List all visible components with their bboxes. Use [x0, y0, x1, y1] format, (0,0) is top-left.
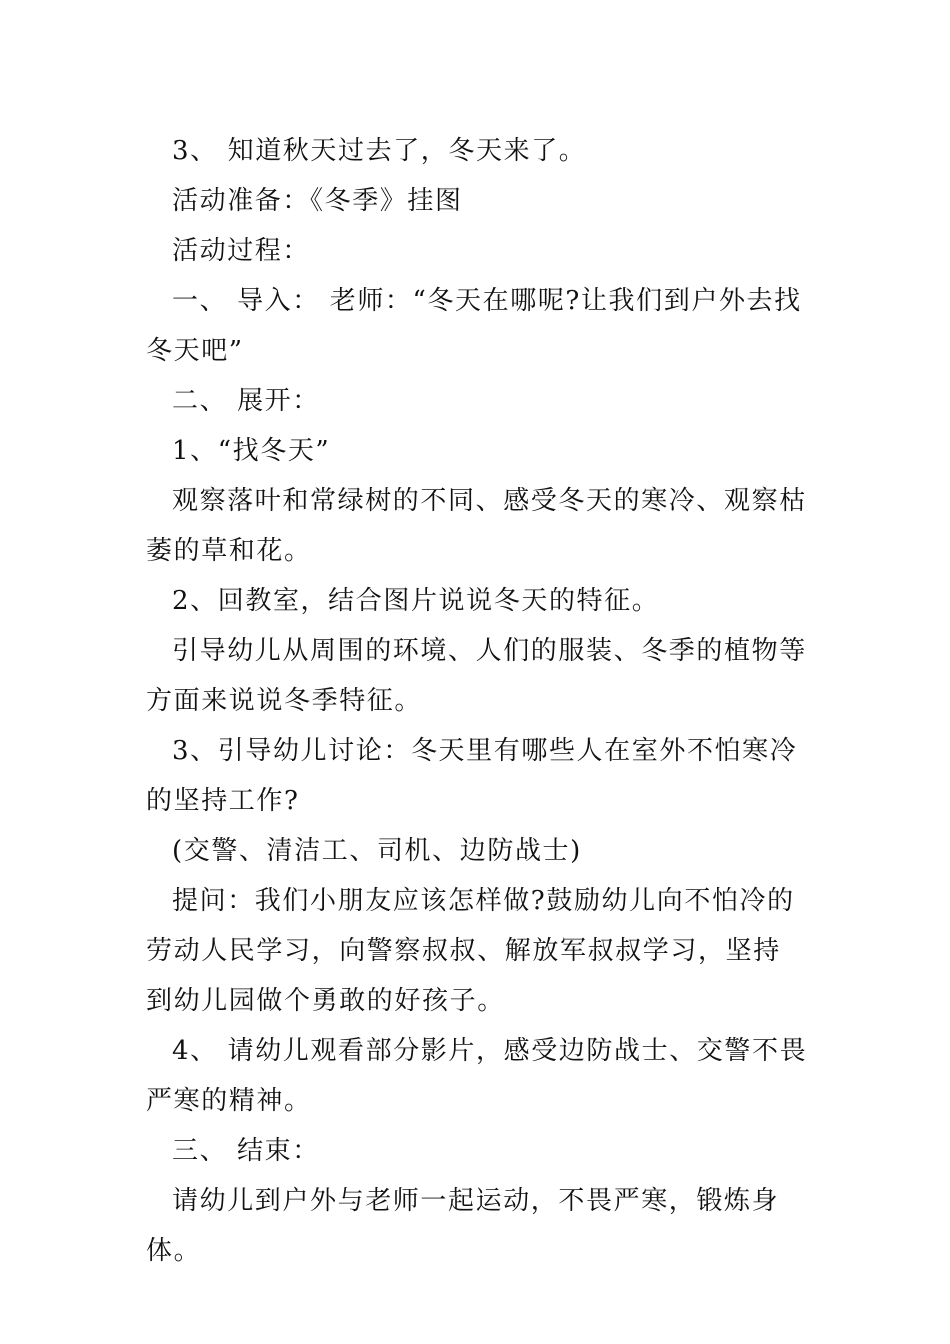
workers-list: (交警、清洁工、司机、边防战士): [172, 836, 582, 866]
substep-find-winter: 1、“找冬天”: [172, 436, 331, 466]
substep-discussion: 3、引导幼儿讨论：冬天里有哪些人在室外不怕寒冷的坚持工作?: [146, 736, 798, 816]
guide-paragraph: 引导幼儿从周围的环境、人们的服装、冬季的植物等方面来说说冬季特征。: [146, 636, 807, 716]
document-body: [146, 126, 808, 1276]
substep-classroom: 2、回教室，结合图片说说冬天的特征。: [172, 586, 660, 616]
question-paragraph: 提问：我们小朋友应该怎样做?鼓励幼儿向不怕冷的劳动人民学习，向警察叔叔、解放军叔叔学习，坚持到幼儿园做个勇敢的好孩子。: [146, 886, 795, 1016]
step-expand-heading: 二、 展开：: [172, 386, 320, 416]
objective-3: 3、 知道秋天过去了，冬天来了。: [172, 136, 587, 166]
conclusion-paragraph: 请幼儿到户外与老师一起运动，不畏严寒，锻炼身体。: [146, 1186, 780, 1266]
observe-paragraph: 观察落叶和常绿树的不同、感受冬天的寒冷、观察枯萎的草和花。: [146, 486, 807, 566]
activity-process-heading: 活动过程：: [172, 236, 311, 266]
activity-preparation: 活动准备：《冬季》挂图: [172, 186, 463, 216]
substep-film: 4、 请幼儿观看部分影片，感受边防战士、交警不畏严寒的精神。: [146, 1036, 808, 1116]
step-introduction: 一、 导入： 老师：“冬天在哪呢?让我们到户外去找冬天吧”: [146, 286, 802, 366]
step-conclusion-heading: 三、 结束：: [172, 1136, 320, 1166]
